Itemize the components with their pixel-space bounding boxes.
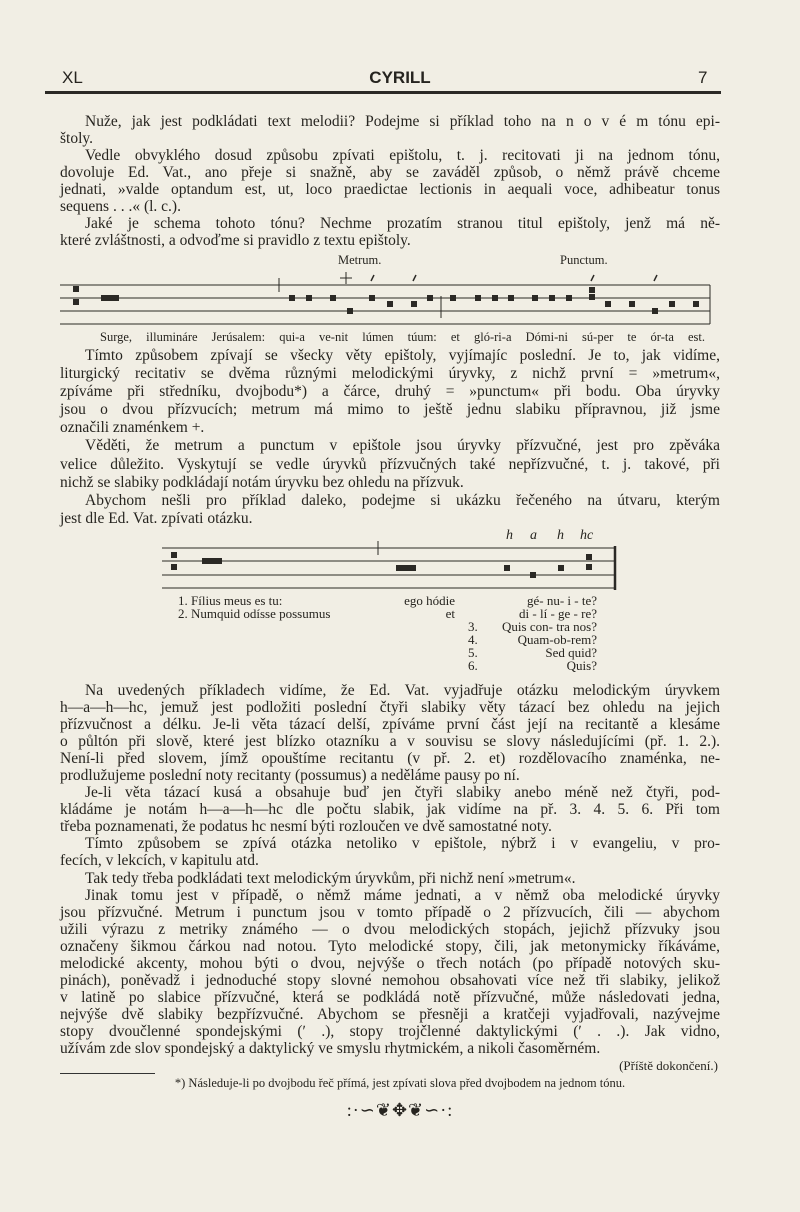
staff-2 xyxy=(162,541,615,590)
neume-note xyxy=(586,554,592,560)
neume-note xyxy=(73,299,79,305)
text-line: stopy dvoučlenné spondejskými (ʹ .), stopy trojčlenné daktylickými (ʹ . .). Jak vidno, xyxy=(60,1022,720,1040)
neume-note xyxy=(504,565,510,571)
text-line: prodlužujeme poslední noty recitanty (possumus) a neděláme pausy po ní. xyxy=(60,767,520,785)
neume-note xyxy=(450,295,456,301)
neume-note xyxy=(347,308,353,314)
neume-note xyxy=(508,295,514,301)
text-line: Vedle obvyklého dosud způsobu zpívati epištolu, t. j. recitovati ji na jednom tónu, xyxy=(85,147,720,164)
text-line: užili výrazu z metriky známého — o dvou melodických stopách, jejichž přízvuky jsou xyxy=(60,920,720,938)
accent-mark xyxy=(371,275,374,281)
text-line: přízvučnost a délku. Je-li věta tázací delší, zpíváme první část její na recitantě a klesáme xyxy=(60,716,720,734)
note-letter: h xyxy=(557,528,564,543)
text-line: Abychom nešli pro příklad daleko, podejme si ukázku řečeného na útvaru, kterým xyxy=(85,491,720,509)
staff-2-notes xyxy=(171,552,592,578)
continued-note: (Příště dokončení.) xyxy=(619,1058,718,1073)
text-line: jednati, »valde optandum est, ut, loco praedictae lectionis in aequali voce, adhibeatur tonus xyxy=(60,181,720,198)
neume-note xyxy=(411,301,417,307)
footnote: *) Následuje-li po dvojbodu řeč přímá, jest zpívati slova před dvojbodem na jednom tónu. xyxy=(174,1076,626,1090)
neume-note xyxy=(306,295,312,301)
header-page-number: 7 xyxy=(698,68,708,87)
neume-note xyxy=(693,301,699,307)
staff-1-notes xyxy=(73,275,699,314)
text-line: jsou o dvou přízvucích; metrum má mimo to ještě jednu slabiku přípravnou, již jsme xyxy=(60,401,720,419)
lyric-left: 2. Numquid odísse possumus xyxy=(178,606,331,621)
neume-note xyxy=(586,564,592,570)
text-line: fecích, v lekcích, v kapitulu atd. xyxy=(60,852,259,870)
text-line: Věděti, že metrum a punctum v epištole jsou úryvky přízvučné, jest pro zpěváka xyxy=(85,437,720,455)
lyric-num: 3. xyxy=(468,619,478,634)
text-line: třeba poznamenati, že podatus hc nesmí býti rozloučen ve dvě samostatné noty. xyxy=(60,818,552,836)
header-volume: XL xyxy=(62,68,83,87)
text-line: Nuže, jak jest podkládati text melodii? Podejme si příklad toho na n o v é m tónu epi- xyxy=(85,113,720,130)
neume-note xyxy=(101,295,119,301)
accent-mark xyxy=(413,275,416,281)
text-line: velice důležito. Vyskytují se vedle úryvků přízvučných také nepřízvučné, t. j. takové, při xyxy=(60,455,720,473)
lyric-left: 1. Fílius meus es tu: xyxy=(178,593,283,608)
neume-note xyxy=(558,565,564,571)
text-line: jest dle Ed. Vat. zpívati otázku. xyxy=(60,509,253,527)
lyric-middle: ego hódie xyxy=(404,593,455,608)
lyric-end: Sed quid? xyxy=(545,645,597,660)
header-journal-title: CYRILL xyxy=(369,68,431,87)
neume-note xyxy=(171,552,177,558)
text-line: nejvýše dvě slabiky bezpřízvučné. Abychom se přesněji a kratčeji vyjadřovali, nazývejme xyxy=(60,1005,720,1023)
neume-note xyxy=(492,295,498,301)
text-line: Jinak tomu jest v případě, o němž máme jednati, a v němž oba melodické úryvky xyxy=(85,886,720,904)
lyric-middle: et xyxy=(445,606,455,621)
text-line: kládáme je notám h—a—h—hc dle počtu slabik, jak vidíme na př. 3. 4. 5. 6. Při tom xyxy=(60,801,720,819)
neume-note xyxy=(475,295,481,301)
neume-note xyxy=(549,295,555,301)
neume-note xyxy=(669,301,675,307)
text-line: označili znaménkem +. xyxy=(60,419,205,437)
text-line: dovoluje Ed. Vat., ano přeje si snažně, aby se zaváděl způsob, o němž právě chceme xyxy=(60,164,720,181)
neume-note xyxy=(605,301,611,307)
lyric-num: 4. xyxy=(468,632,478,647)
neume-note xyxy=(73,286,79,292)
text-line: melodické akcenty, mohou býti o dvou, nejvýše o třech notách (po případě notových sku- xyxy=(60,954,720,972)
lyric-end: gé- nu- i - te? xyxy=(526,593,597,608)
lyric-end: Quis con- tra nos? xyxy=(502,619,597,634)
text-line: užívám zde slov spondejský a daktylický ve smyslu rhytmickém, a nikoli časoměrném. xyxy=(60,1039,601,1057)
text-line: v latině po slabice přízvučné, která se podkládá notě přízvučné, může následovati jedna, xyxy=(60,988,720,1006)
neume-note xyxy=(330,295,336,301)
text-line: zpíváme při středníku, dvojbodu*) a čárce, druhý = »punctum« při bodu. Oba úryvky xyxy=(60,383,720,401)
lyric-end: Quam-ob-rem? xyxy=(517,632,597,647)
lyric-end: di - lí - ge - re? xyxy=(519,606,597,621)
neume-note xyxy=(369,295,375,301)
text-line: Tak tedy třeba podkládati text melodickým úryvkům, při nichž není »metrum«. xyxy=(85,869,576,887)
text-line: označeny šikmou čárkou nad notou. Tyto melodické stopy, čili, jak metonymicky říkáváme, xyxy=(60,937,720,955)
neume-note xyxy=(589,294,595,300)
text-line: jsou přízvučné. Metrum i punctum jsou v tomto případě o 2 přízvucích, čili — abychom xyxy=(60,903,720,921)
text-line: sequens . . .« (l. c.). xyxy=(60,198,181,215)
neume-note xyxy=(427,295,433,301)
note-letter: a xyxy=(530,528,537,543)
text-line: Není-li před slovem, jímž opouštíme recitantu (v př. 2. et) rozdělovacího znaménka, ne- xyxy=(60,750,720,768)
lyric-end: Quis? xyxy=(566,658,597,673)
ornament-icon: :·∽❦✥❦∽·: xyxy=(346,1100,454,1120)
neume-note xyxy=(566,295,572,301)
staff-1 xyxy=(60,272,710,324)
text-line: Je-li věta tázací kusá a obsahuje buď jen čtyři slabiky anebo méně než čtyři, pod- xyxy=(85,784,720,802)
text-line: pinách), poněvadž i jednoduché stopy slovné nemohou obsahovati více než tři slabiky, jelikož xyxy=(60,971,720,989)
text-line: o půltón při slově, které jest blízko otazníku a v souvisu se slovy následujícími (př. 1. 2.). xyxy=(60,733,720,751)
text-line: Jaké je schema tohoto tónu? Nechme prozatím stranou titul epištoly, jenž má ně- xyxy=(85,215,720,232)
neume-note xyxy=(387,301,393,307)
neume-note xyxy=(589,287,595,293)
lyric-num: 6. xyxy=(468,658,478,673)
text-line: Tímto způsobem zpívají se všecky věty epištoly, vyjímajíc poslední. Je to, jak vidíme, xyxy=(85,347,720,364)
accent-mark xyxy=(591,275,594,281)
text-line: Tímto způsobem se zpívá otázka netoliko v epištole, nýbrž i v evangeliu, v pro- xyxy=(85,835,720,853)
lyric-num: 5. xyxy=(468,645,478,660)
note-letter: hc xyxy=(580,528,594,543)
text-line: které zvláštnosti, a odvoďme si pravidlo z textu epištoly. xyxy=(60,232,411,249)
neume-note xyxy=(396,565,416,571)
note-letter: h xyxy=(506,528,513,543)
neume-note xyxy=(652,308,658,314)
text-line: liturgický recitativ se dvěma různými melodickými úryvky, z nichž první = »metrum«, xyxy=(60,365,720,383)
metrum-label: Metrum. xyxy=(338,253,382,267)
punctum-label: Punctum. xyxy=(560,253,608,267)
neume-note xyxy=(629,301,635,307)
text-line: Na uvedených příkladech vidíme, že Ed. Vat. vyjadřuje otázku melodickým úryvkem xyxy=(85,682,720,699)
example1-lyrics: Surge, illumináre Jerúsalem: qui-a ve-nit lúmen túum: et gló-ri-a Dómi-ni sú-per te ór-ta est. xyxy=(100,330,705,344)
neume-note xyxy=(202,558,222,564)
text-line: štoly. xyxy=(60,130,94,147)
neume-note xyxy=(532,295,538,301)
neume-note xyxy=(171,564,177,570)
text-line: h—a—h—hc, jemuž jest podložiti poslední čtyři slabiky věty tázací bez ohledu na jejich xyxy=(60,699,720,717)
text-line: nichž se slabiky podkládají notám úryvku bez ohledu na přízvuk. xyxy=(60,473,464,491)
neume-note xyxy=(530,572,536,578)
neume-note xyxy=(289,295,295,301)
accent-mark xyxy=(654,275,657,281)
